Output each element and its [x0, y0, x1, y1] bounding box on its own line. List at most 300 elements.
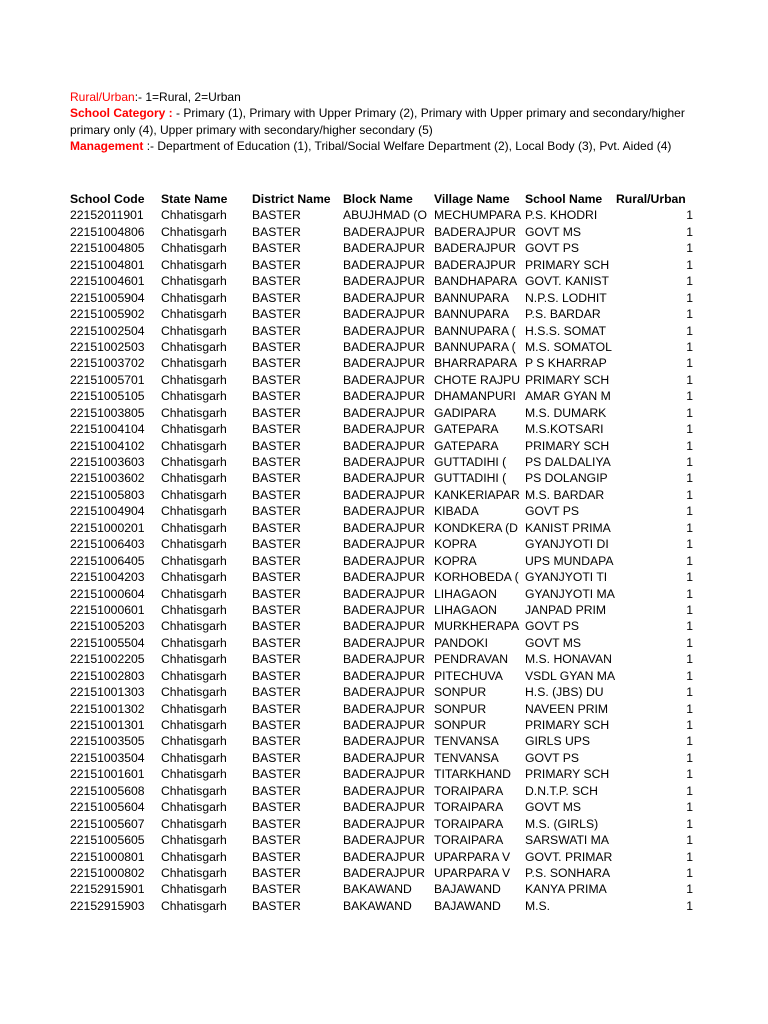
cell-school-code: 22151005902 [70, 307, 145, 322]
cell-school-code: 22151000201 [70, 520, 145, 535]
legend-school-category [70, 105, 768, 121]
cell-school-code: 22151005608 [70, 783, 145, 798]
cell-school-name: P S KHARRAP [525, 356, 607, 371]
cell-state-name: Chhatisgarh [161, 701, 227, 716]
cell-district-name: BASTER [252, 487, 301, 502]
cell-school-name: PRIMARY SCH [525, 257, 610, 272]
column-header-district-name: District Name [252, 192, 331, 206]
cell-rural-urban: 1 [686, 816, 693, 831]
cell-block-name: BADERAJPUR [343, 372, 425, 387]
cell-district-name: BASTER [252, 849, 301, 864]
cell-block-name: BADERAJPUR [343, 553, 425, 568]
cell-state-name: Chhatisgarh [161, 734, 227, 749]
cell-school-name: N.P.S. LODHIT [525, 290, 607, 305]
cell-block-name: BADERAJPUR [343, 586, 425, 601]
cell-district-name: BASTER [252, 356, 301, 371]
cell-school-name: GOVT MS [525, 224, 581, 239]
cell-state-name: Chhatisgarh [161, 405, 227, 420]
legend-school-category-cont [70, 122, 768, 138]
cell-school-name: P.S. SONHARA [525, 865, 611, 880]
cell-village-name: TENVANSA [434, 750, 499, 765]
table-row [70, 717, 768, 733]
cell-rural-urban: 1 [686, 307, 693, 322]
table-row [70, 306, 768, 322]
cell-state-name: Chhatisgarh [161, 290, 227, 305]
table-row [70, 898, 768, 914]
cell-rural-urban: 1 [686, 422, 693, 437]
cell-school-code: 22151003602 [70, 471, 145, 486]
cell-rural-urban: 1 [686, 290, 693, 305]
cell-block-name: BADERAJPUR [343, 257, 425, 272]
cell-school-name: GOVT MS [525, 800, 581, 815]
cell-block-name: BADERAJPUR [343, 602, 425, 617]
legend-management [70, 138, 768, 154]
cell-state-name: Chhatisgarh [161, 537, 227, 552]
cell-rural-urban: 1 [686, 356, 693, 371]
column-header-rural-urban: Rural/Urban [616, 192, 686, 206]
cell-village-name: GUTTADIHI ( [434, 471, 507, 486]
table-row [70, 273, 768, 289]
cell-state-name: Chhatisgarh [161, 602, 227, 617]
cell-school-name: M.S. SOMATOL [525, 339, 612, 354]
cell-state-name: Chhatisgarh [161, 898, 227, 913]
table-row [70, 783, 768, 799]
cell-rural-urban: 1 [686, 323, 693, 338]
cell-village-name: TORAIPARA [434, 800, 504, 815]
cell-school-name: PS DALDALIYA [525, 455, 611, 469]
cell-state-name: Chhatisgarh [161, 750, 227, 765]
cell-village-name: BADERAJPUR [434, 241, 516, 256]
cell-village-name: UPARPARA V [434, 849, 511, 864]
cell-village-name: MECHUMPARA [434, 208, 522, 223]
cell-village-name: SONPUR [434, 718, 487, 732]
cell-rural-urban: 1 [686, 438, 693, 453]
cell-district-name: BASTER [252, 504, 301, 519]
table-row [70, 207, 768, 223]
cell-school-code: 22151005203 [70, 619, 145, 634]
cell-block-name: BADERAJPUR [343, 405, 425, 420]
cell-block-name: BADERAJPUR [343, 865, 425, 880]
cell-state-name: Chhatisgarh [161, 570, 227, 585]
cell-school-name: GOVT PS [525, 750, 579, 765]
cell-district-name: BASTER [252, 274, 301, 289]
cell-school-code: 22151005803 [70, 487, 145, 502]
legend-school-category-text2: primary only (4), Upper primary with secondary/higher secondary (5) [70, 122, 433, 137]
cell-village-name: PITECHUVA [434, 668, 503, 683]
cell-state-name: Chhatisgarh [161, 339, 227, 354]
column-header-school-code: School Code [70, 192, 145, 206]
table-row [70, 290, 768, 306]
cell-school-name: NAVEEN PRIM [525, 701, 609, 716]
column-header-village-name: Village Name [434, 192, 510, 206]
cell-school-code: 22151005604 [70, 800, 145, 815]
cell-village-name: BAJAWAND [434, 882, 501, 897]
cell-rural-urban: 1 [686, 833, 693, 848]
cell-village-name: BADERAJPUR [434, 257, 516, 272]
cell-block-name: BADERAJPUR [343, 816, 425, 831]
cell-school-name: AMAR GYAN M [525, 389, 611, 404]
cell-district-name: BASTER [252, 734, 301, 749]
cell-district-name: BASTER [252, 833, 301, 848]
legend-school-category-key: School Category : [70, 106, 173, 121]
cell-district-name: BASTER [252, 602, 301, 617]
table-row [70, 832, 768, 848]
cell-school-code: 22151004801 [70, 257, 145, 272]
cell-block-name: BADERAJPUR [343, 718, 425, 732]
table-row [70, 569, 768, 585]
cell-state-name: Chhatisgarh [161, 718, 227, 732]
cell-state-name: Chhatisgarh [161, 356, 227, 371]
cell-rural-urban: 1 [686, 537, 693, 552]
table-row [70, 536, 768, 552]
cell-district-name: BASTER [252, 882, 301, 897]
cell-school-name: GOVT. PRIMAR [525, 849, 613, 864]
cell-village-name: BANNUPARA [434, 307, 509, 322]
cell-state-name: Chhatisgarh [161, 652, 227, 667]
legend-notes [70, 89, 768, 154]
cell-block-name: BADERAJPUR [343, 849, 425, 864]
cell-school-name: M.S.KOTSARI [525, 422, 604, 437]
cell-village-name: GADIPARA [434, 405, 497, 420]
cell-district-name: BASTER [252, 701, 301, 716]
cell-school-name: P.S. KHODRI [525, 208, 598, 223]
cell-state-name: Chhatisgarh [161, 635, 227, 650]
cell-school-name: JANPAD PRIM [525, 602, 607, 617]
cell-school-name: KANIST PRIMA [525, 520, 611, 535]
cell-state-name: Chhatisgarh [161, 833, 227, 848]
cell-school-code: 22151004601 [70, 274, 145, 289]
cell-school-code: 22151005607 [70, 816, 145, 831]
cell-school-name: GYANJYOTI MA [525, 586, 615, 601]
cell-district-name: BASTER [252, 241, 301, 256]
cell-school-code: 22151004805 [70, 241, 145, 256]
cell-state-name: Chhatisgarh [161, 553, 227, 568]
cell-school-name: GIRLS UPS [525, 734, 591, 749]
cell-block-name: BADERAJPUR [343, 339, 425, 354]
cell-district-name: BASTER [252, 471, 301, 486]
cell-village-name: TITARKHAND [434, 767, 511, 782]
cell-village-name: BANNUPARA [434, 290, 509, 305]
cell-rural-urban: 1 [686, 504, 693, 519]
cell-village-name: BANNUPARA ( [434, 323, 516, 338]
cell-district-name: BASTER [252, 750, 301, 765]
cell-school-code: 22151001302 [70, 701, 145, 716]
table-row [70, 684, 768, 700]
cell-school-code: 22151005504 [70, 635, 145, 650]
cell-block-name: BADERAJPUR [343, 652, 425, 667]
cell-rural-urban: 1 [686, 783, 693, 798]
cell-school-name: UPS MUNDAPA [525, 553, 614, 568]
table-row [70, 849, 768, 865]
cell-school-code: 22151004104 [70, 422, 145, 437]
table-row [70, 602, 768, 618]
cell-state-name: Chhatisgarh [161, 208, 227, 223]
cell-district-name: BASTER [252, 685, 301, 700]
cell-school-code: 22151003504 [70, 750, 145, 765]
legend-school-category-text: - Primary (1), Primary with Upper Primary (2), Primary with Upper primary and secondary/higher [172, 106, 685, 121]
column-header-block-name: Block Name [343, 192, 413, 206]
cell-rural-urban: 1 [686, 455, 693, 469]
table-row [70, 520, 768, 536]
cell-rural-urban: 1 [686, 652, 693, 667]
table-row [70, 454, 768, 470]
cell-school-name: D.N.T.P. SCH [525, 783, 598, 798]
cell-rural-urban: 1 [686, 865, 693, 880]
cell-school-code: 22152915903 [70, 898, 145, 913]
table-row [70, 881, 768, 897]
cell-rural-urban: 1 [686, 520, 693, 535]
cell-school-code: 22151001601 [70, 767, 145, 782]
legend-management-text: :- Department of Education (1), Tribal/Social Welfare Department (2), Local Body (3), Pvt. Aided (4) [143, 138, 672, 153]
cell-village-name: SONPUR [434, 685, 487, 700]
table-body [70, 207, 768, 914]
cell-district-name: BASTER [252, 537, 301, 552]
cell-school-code: 22151005105 [70, 389, 145, 404]
cell-school-name: GYANJYOTI DI [525, 537, 609, 552]
cell-village-name: TORAIPARA [434, 833, 504, 848]
cell-block-name: BADERAJPUR [343, 635, 425, 650]
cell-school-code: 22152915901 [70, 882, 145, 897]
cell-rural-urban: 1 [686, 487, 693, 502]
cell-rural-urban: 1 [686, 274, 693, 289]
cell-district-name: BASTER [252, 257, 301, 272]
cell-school-code: 22151003805 [70, 405, 145, 420]
cell-state-name: Chhatisgarh [161, 520, 227, 535]
cell-school-code: 22151003702 [70, 356, 145, 371]
cell-school-name: GOVT PS [525, 619, 579, 634]
cell-rural-urban: 1 [686, 389, 693, 404]
cell-school-name: PS DOLANGIP [525, 471, 608, 486]
cell-block-name: BADERAJPUR [343, 471, 425, 486]
cell-district-name: BASTER [252, 816, 301, 831]
cell-rural-urban: 1 [686, 405, 693, 420]
column-header-school-name: School Name [525, 192, 603, 206]
cell-rural-urban: 1 [686, 241, 693, 256]
cell-school-name: PRIMARY SCH [525, 372, 610, 387]
cell-district-name: BASTER [252, 339, 301, 354]
cell-state-name: Chhatisgarh [161, 389, 227, 404]
table-row [70, 487, 768, 503]
cell-school-name: M.S. HONAVAN [525, 652, 612, 667]
cell-block-name: BADERAJPUR [343, 274, 425, 289]
cell-rural-urban: 1 [686, 734, 693, 749]
cell-school-code: 22152011901 [70, 208, 144, 223]
table-row [70, 766, 768, 782]
cell-school-name: M.S. BARDAR [525, 487, 605, 502]
cell-state-name: Chhatisgarh [161, 865, 227, 880]
cell-block-name: BADERAJPUR [343, 224, 425, 239]
cell-village-name: KOPRA [434, 553, 477, 568]
cell-district-name: BASTER [252, 619, 301, 634]
cell-block-name: BADERAJPUR [343, 455, 425, 469]
cell-school-code: 22151002503 [70, 339, 145, 354]
cell-village-name: LIHAGAON [434, 602, 497, 617]
cell-village-name: BADERAJPUR [434, 224, 516, 239]
cell-village-name: CHOTE RAJPU [434, 372, 520, 387]
cell-district-name: BASTER [252, 652, 301, 667]
cell-village-name: KONDKERA (D [434, 520, 518, 535]
table-row [70, 865, 768, 881]
cell-state-name: Chhatisgarh [161, 816, 227, 831]
table-row [70, 701, 768, 717]
legend-rural-urban-key: Rural/Urban [70, 90, 135, 104]
cell-village-name: UPARPARA V [434, 865, 511, 880]
cell-village-name: LIHAGAON [434, 586, 497, 601]
cell-school-code: 22151003603 [70, 455, 145, 469]
cell-state-name: Chhatisgarh [161, 800, 227, 815]
cell-district-name: BASTER [252, 389, 301, 404]
cell-school-name: H.S. (JBS) DU [525, 685, 604, 700]
cell-village-name: TENVANSA [434, 734, 499, 749]
cell-school-name: GOVT MS [525, 635, 581, 650]
cell-district-name: BASTER [252, 224, 301, 239]
cell-district-name: BASTER [252, 290, 301, 305]
cell-block-name: BADERAJPUR [343, 734, 425, 749]
cell-block-name: BADERAJPUR [343, 685, 425, 700]
cell-school-code: 22151000801 [70, 849, 145, 864]
cell-school-name: KANYA PRIMA [525, 882, 607, 897]
cell-state-name: Chhatisgarh [161, 307, 227, 322]
cell-school-name: M.S. DUMARK [525, 405, 607, 420]
cell-state-name: Chhatisgarh [161, 323, 227, 338]
table-row [70, 339, 768, 355]
cell-rural-urban: 1 [686, 619, 693, 634]
cell-school-code: 22151000802 [70, 865, 145, 880]
cell-school-name: PRIMARY SCH [525, 438, 610, 453]
cell-school-name: GYANJYOTI TI [525, 570, 608, 585]
cell-school-code: 22151003505 [70, 734, 145, 749]
cell-state-name: Chhatisgarh [161, 619, 227, 634]
cell-rural-urban: 1 [686, 767, 693, 782]
legend-management-key: Management [70, 138, 144, 153]
table-row [70, 668, 768, 684]
cell-district-name: BASTER [252, 635, 301, 650]
cell-district-name: BASTER [252, 208, 301, 223]
cell-state-name: Chhatisgarh [161, 274, 227, 289]
cell-district-name: BASTER [252, 438, 301, 453]
cell-rural-urban: 1 [686, 898, 693, 913]
cell-village-name: PANDOKI [434, 635, 488, 650]
cell-state-name: Chhatisgarh [161, 224, 227, 239]
table-row [70, 586, 768, 602]
cell-district-name: BASTER [252, 405, 301, 420]
cell-block-name: BADERAJPUR [343, 800, 425, 815]
cell-village-name: SONPUR [434, 701, 487, 716]
cell-district-name: BASTER [252, 570, 301, 585]
cell-block-name: BADERAJPUR [343, 504, 425, 519]
table-row [70, 503, 768, 519]
table-row [70, 816, 768, 832]
cell-state-name: Chhatisgarh [161, 372, 227, 387]
cell-rural-urban: 1 [686, 471, 693, 486]
cell-school-name: M.S. [525, 898, 551, 913]
cell-village-name: BANNUPARA ( [434, 339, 516, 354]
cell-block-name: BADERAJPUR [343, 619, 425, 634]
cell-state-name: Chhatisgarh [161, 586, 227, 601]
school-table [70, 191, 768, 914]
cell-school-code: 22151002205 [70, 652, 145, 667]
cell-village-name: KOPRA [434, 537, 477, 552]
cell-state-name: Chhatisgarh [161, 685, 227, 700]
cell-school-code: 22151002803 [70, 668, 145, 683]
table-header-row [70, 191, 768, 207]
table-row [70, 355, 768, 371]
table-row [70, 323, 768, 339]
cell-school-code: 22151005605 [70, 833, 145, 848]
cell-block-name: BADERAJPUR [343, 833, 425, 848]
cell-block-name: BADERAJPUR [343, 783, 425, 798]
cell-block-name: BADERAJPUR [343, 750, 425, 765]
cell-rural-urban: 1 [686, 882, 693, 897]
table-row [70, 224, 768, 240]
cell-school-name: PRIMARY SCH [525, 767, 610, 782]
cell-school-name: H.S.S. SOMAT [525, 323, 607, 338]
cell-block-name: BADERAJPUR [343, 323, 425, 338]
cell-village-name: GATEPARA [434, 422, 499, 437]
cell-block-name: BADERAJPUR [343, 356, 425, 371]
table-row [70, 405, 768, 421]
cell-block-name: BADERAJPUR [343, 767, 425, 782]
table-row [70, 388, 768, 404]
cell-school-name: GOVT PS [525, 504, 579, 519]
cell-rural-urban: 1 [686, 800, 693, 815]
cell-district-name: BASTER [252, 323, 301, 338]
cell-state-name: Chhatisgarh [161, 849, 227, 864]
cell-district-name: BASTER [252, 520, 301, 535]
cell-rural-urban: 1 [686, 339, 693, 354]
cell-rural-urban: 1 [686, 635, 693, 650]
cell-school-code: 22151004102 [70, 438, 145, 453]
cell-district-name: BASTER [252, 865, 301, 880]
cell-rural-urban: 1 [686, 570, 693, 585]
cell-state-name: Chhatisgarh [161, 471, 227, 486]
table-row [70, 553, 768, 569]
cell-block-name: BADERAJPUR [343, 570, 425, 585]
table-row [70, 750, 768, 766]
cell-rural-urban: 1 [686, 257, 693, 272]
cell-school-name: GOVT PS [525, 241, 579, 256]
table-row [70, 799, 768, 815]
cell-district-name: BASTER [252, 767, 301, 782]
table-row [70, 470, 768, 486]
cell-block-name: BADERAJPUR [343, 701, 425, 716]
cell-district-name: BASTER [252, 783, 301, 798]
cell-state-name: Chhatisgarh [161, 422, 227, 437]
table-row [70, 421, 768, 437]
cell-block-name: ABUJHMAD (O [343, 208, 427, 223]
cell-rural-urban: 1 [686, 849, 693, 864]
table-row [70, 240, 768, 256]
cell-district-name: BASTER [252, 422, 301, 437]
cell-school-name: PRIMARY SCH [525, 718, 610, 732]
table-row [70, 257, 768, 273]
cell-district-name: BASTER [252, 800, 301, 815]
cell-school-code: 22151004203 [70, 570, 145, 585]
cell-state-name: Chhatisgarh [161, 257, 227, 272]
cell-block-name: BADERAJPUR [343, 307, 425, 322]
cell-school-code: 22151005904 [70, 290, 145, 305]
cell-block-name: BADERAJPUR [343, 520, 425, 535]
cell-rural-urban: 1 [686, 372, 693, 387]
cell-village-name: BHARRAPARA [434, 356, 518, 371]
cell-block-name: BAKAWAND [343, 898, 412, 913]
table-row [70, 651, 768, 667]
cell-block-name: BADERAJPUR [343, 290, 425, 305]
cell-district-name: BASTER [252, 586, 301, 601]
cell-state-name: Chhatisgarh [161, 504, 227, 519]
cell-block-name: BADERAJPUR [343, 241, 425, 256]
cell-block-name: BADERAJPUR [343, 438, 425, 453]
